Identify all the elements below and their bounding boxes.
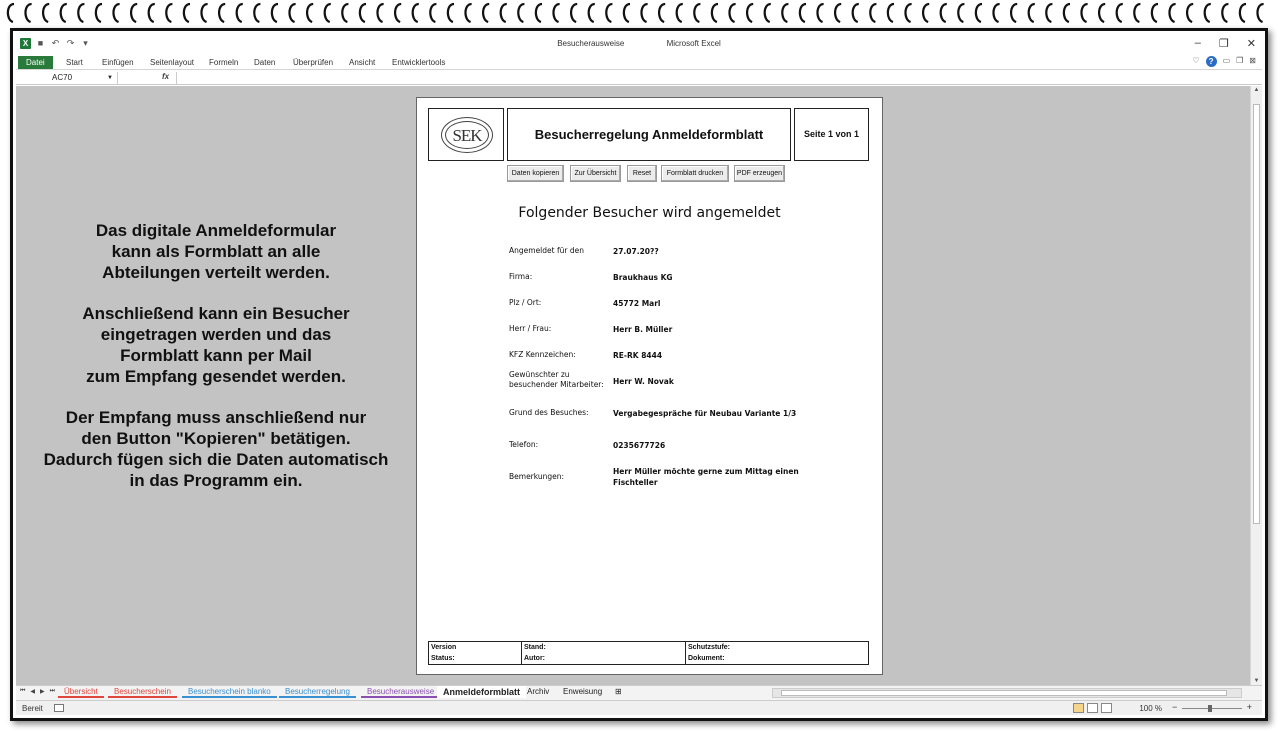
footer-status-label: Status: — [431, 654, 455, 662]
sheet-tab-uebersicht[interactable]: Übersicht — [58, 686, 104, 698]
spiral-ring — [659, 4, 665, 22]
spiral-ring — [1187, 4, 1193, 22]
spiral-ring — [1240, 4, 1246, 22]
spiral-ring — [800, 4, 806, 22]
page-counter: Seite 1 von 1 — [794, 108, 869, 161]
spiral-ring — [360, 4, 366, 22]
last-sheet-icon[interactable]: ⏭ — [49, 688, 56, 694]
spiral-ring — [835, 4, 841, 22]
field-label: Herr / Frau: — [509, 324, 552, 333]
sek-logo-text: SEK — [445, 121, 489, 149]
spiral-ring — [729, 4, 735, 22]
spiral-ring — [536, 4, 542, 22]
spiral-ring — [624, 4, 630, 22]
spiral-ring — [905, 4, 911, 22]
spiral-ring — [677, 4, 683, 22]
page-break-view-icon[interactable] — [1101, 703, 1112, 713]
field-value[interactable]: Braukhaus KG — [613, 273, 673, 282]
spiral-ring — [219, 4, 225, 22]
spiral-ring — [166, 4, 172, 22]
document-title: Besucherausweise — [557, 39, 625, 48]
spiral-ring — [201, 4, 207, 22]
field-value[interactable]: Vergabegespräche für Neubau Variante 1/3 — [613, 409, 797, 418]
spiral-ring — [377, 4, 383, 22]
spiral-ring — [483, 4, 489, 22]
form-heading: Folgender Besucher wird angemeldet — [518, 205, 781, 221]
tab-datei[interactable]: Datei — [18, 56, 53, 69]
vertical-scrollbar[interactable] — [1250, 86, 1262, 685]
info-paragraph-1: Das digitale Anmeldeformular kann als Formblatt an alle Abteilungen verteilt werden. — [95, 221, 337, 282]
spiral-ring — [501, 4, 507, 22]
tab-ueberpruefen[interactable]: Überprüfen — [293, 58, 334, 67]
spiral-ring — [1046, 4, 1052, 22]
spiral-ring — [1011, 4, 1017, 22]
sek-logo — [441, 117, 493, 153]
spiral-ring — [149, 4, 155, 22]
create-pdf-button[interactable]: PDF erzeugen — [734, 165, 785, 182]
info-paragraph-2: Anschließend kann ein Besucher eingetragen werden und das Formblatt kann per Mail zum Empfang gesendet werden. — [82, 304, 350, 386]
name-box[interactable] — [18, 72, 118, 84]
spiral-ring — [78, 4, 84, 22]
field-value[interactable]: Herr B. Müller — [613, 325, 673, 334]
spiral-ring — [976, 4, 982, 22]
field-label: Firma: — [509, 272, 533, 281]
spiral-ring — [1029, 4, 1035, 22]
spiral-ring — [923, 4, 929, 22]
spiral-ring — [465, 4, 471, 22]
window-controls — [1195, 37, 1256, 50]
print-form-button[interactable]: Formblatt drucken — [661, 165, 729, 182]
sheet-tab-besucherregelung[interactable]: Besucherregelung — [279, 686, 356, 698]
info-text — [16, 221, 416, 512]
spiral-ring — [96, 4, 102, 22]
spiral-ring — [1064, 4, 1070, 22]
zoom-in-icon[interactable]: + — [1246, 702, 1252, 712]
ribbon-right-controls — [1192, 56, 1256, 67]
ready-status: Bereit — [22, 704, 43, 713]
tab-seitenlayout[interactable]: Seitenlayout — [150, 58, 195, 67]
spiral-ring — [289, 4, 295, 22]
spiral-ring — [1257, 4, 1263, 22]
sheet-tab-archiv[interactable]: Archiv — [527, 687, 550, 696]
sheet-tab-bar — [16, 685, 1262, 700]
window-title — [16, 39, 1262, 48]
normal-view-icon[interactable] — [1073, 703, 1084, 713]
title-bar — [16, 34, 1262, 54]
workbook-close-icon[interactable]: ⊠ — [1249, 56, 1256, 65]
spiral-ring — [413, 4, 419, 22]
help-icon[interactable]: ? — [1206, 56, 1217, 67]
spiral-ring — [641, 4, 647, 22]
chevron-down-icon[interactable]: ▼ — [107, 75, 113, 81]
spiral-ring — [888, 4, 894, 22]
field-label: KFZ Kennzeichen: — [509, 350, 576, 359]
field-label: Angemeldet für den — [509, 246, 584, 255]
spiral-ring — [817, 4, 823, 22]
field-value[interactable]: 45772 Marl — [613, 299, 661, 308]
footer-version-label: Version — [431, 644, 457, 651]
tab-daten[interactable]: Daten — [254, 58, 276, 67]
undo-icon[interactable]: ↶ — [51, 38, 60, 48]
spiral-ring — [941, 4, 947, 22]
name-box-value: AC70 — [52, 73, 73, 82]
spiral-ring — [1152, 4, 1158, 22]
spiral-ring — [1081, 4, 1087, 22]
field-value[interactable]: RE-RK 8444 — [613, 351, 663, 360]
sheet-tab-anmeldeformblatt[interactable]: Anmeldeformblatt — [437, 686, 526, 698]
first-sheet-icon[interactable]: ⏮ — [20, 688, 26, 694]
workbook-minimize-icon[interactable]: ▭ — [1222, 56, 1231, 65]
footer-stand-label: Stand: — [524, 644, 546, 651]
next-sheet-icon[interactable]: ▶ — [40, 689, 45, 695]
spiral-ring — [1117, 4, 1123, 22]
sheet-navigation — [20, 688, 55, 695]
save-icon[interactable]: ■ — [37, 38, 44, 48]
workbook-restore-icon[interactable]: ❐ — [1236, 56, 1244, 65]
vertical-scroll-thumb[interactable] — [1253, 104, 1260, 524]
insert-sheet-icon[interactable]: ⊞ — [615, 687, 622, 696]
horizontal-scrollbar[interactable] — [772, 688, 1242, 698]
form-title: Besucherregelung Anmeldeformblatt — [507, 108, 791, 161]
spiral-ring — [747, 4, 753, 22]
minimize-ribbon-icon[interactable]: ♡ — [1192, 56, 1200, 65]
spiral-ring — [8, 4, 14, 22]
customize-toolbar-icon[interactable]: ▾ — [83, 38, 88, 48]
field-label: Telefon: — [509, 440, 539, 449]
sheet-tab-besucherausweise[interactable]: Besucherausweise — [361, 686, 440, 698]
zoom-level[interactable]: 100 % — [1139, 704, 1162, 713]
field-label: Bemerkungen: — [509, 472, 565, 481]
form-footer — [428, 641, 869, 665]
tab-ansicht[interactable]: Ansicht — [349, 58, 376, 67]
tab-formeln[interactable]: Formeln — [209, 58, 239, 67]
horizontal-scroll-thumb[interactable] — [781, 690, 1227, 696]
spiral-ring — [712, 4, 718, 22]
footer-schutzstufe-label: Schutzstufe: — [688, 644, 730, 651]
footer-autor-label: Autor: — [524, 654, 545, 662]
page-layout-view-icon[interactable] — [1087, 703, 1098, 713]
spiral-ring — [694, 4, 700, 22]
tab-einfuegen[interactable]: Einfügen — [102, 58, 134, 67]
spiral-ring — [61, 4, 67, 22]
info-paragraph-3: Der Empfang muss anschließend nur den Button "Kopieren" betätigen. Dadurch fügen sich die Daten automatisch in das Programm ein. — [43, 408, 389, 490]
spiral-ring — [184, 4, 190, 22]
spiral-ring — [853, 4, 859, 22]
spiral-ring — [518, 4, 524, 22]
scroll-down-icon[interactable]: ▼ — [1253, 678, 1260, 684]
tab-start[interactable]: Start — [66, 58, 83, 67]
application-title: Microsoft Excel — [666, 39, 721, 48]
logo-box — [428, 108, 504, 161]
spiral-ring — [237, 4, 243, 22]
status-bar — [16, 700, 1262, 715]
zoom-slider[interactable] — [1172, 702, 1252, 712]
sheet-workspace[interactable] — [16, 86, 1250, 685]
footer-cell-schutzstufe — [686, 642, 868, 664]
field-label: Plz / Ort: — [509, 298, 542, 307]
reset-button[interactable]: Reset — [627, 165, 657, 182]
view-buttons — [1073, 703, 1112, 713]
spiral-binding — [0, 0, 1280, 26]
spiral-ring — [342, 4, 348, 22]
spiral-ring — [993, 4, 999, 22]
macro-record-icon[interactable] — [54, 704, 64, 712]
screenshot-frame — [10, 28, 1268, 721]
field-value[interactable]: 27.07.20?? — [613, 247, 659, 256]
spiral-ring — [1205, 4, 1211, 22]
spiral-ring — [1134, 4, 1140, 22]
spiral-ring — [571, 4, 577, 22]
spiral-ring — [870, 4, 876, 22]
spiral-ring — [553, 4, 559, 22]
footer-cell-version — [429, 642, 522, 664]
spiral-ring — [307, 4, 313, 22]
spiral-ring — [958, 4, 964, 22]
copy-data-button[interactable]: Daten kopieren — [507, 165, 564, 182]
minimize-button[interactable]: – — [1194, 37, 1201, 49]
scroll-up-icon[interactable]: ▲ — [1253, 87, 1260, 93]
spiral-ring — [606, 4, 612, 22]
spiral-ring — [448, 4, 454, 22]
spiral-ring — [43, 4, 49, 22]
excel-logo-icon: X — [20, 38, 31, 49]
field-label: Gewünschter zu besuchender Mitarbeiter: — [509, 370, 604, 389]
form-page — [416, 97, 883, 675]
excel-window — [16, 34, 1262, 715]
spiral-ring — [113, 4, 119, 22]
field-value[interactable]: Herr Müller möchte gerne zum Mittag einen Fischteller — [613, 467, 799, 487]
sheet-tab-besucherschein[interactable]: Besucherschein — [108, 686, 177, 698]
field-label: Grund des Besuches: — [509, 408, 589, 417]
spiral-ring — [765, 4, 771, 22]
spiral-ring — [782, 4, 788, 22]
spiral-ring — [25, 4, 31, 22]
tab-entwicklertools[interactable]: Entwicklertools — [392, 58, 446, 67]
field-value[interactable]: 0235677726 — [613, 441, 666, 450]
spiral-ring — [254, 4, 260, 22]
overview-button[interactable]: Zur Übersicht — [570, 165, 621, 182]
spiral-ring — [272, 4, 278, 22]
ribbon-tabs — [16, 54, 1262, 70]
zoom-track — [1182, 708, 1242, 709]
formula-input[interactable] — [176, 72, 1250, 84]
zoom-knob[interactable] — [1208, 705, 1212, 712]
spiral-ring — [325, 4, 331, 22]
zoom-out-icon[interactable]: − — [1172, 702, 1178, 712]
field-value[interactable]: Herr W. Novak — [613, 377, 674, 386]
close-button[interactable]: ✕ — [1246, 38, 1256, 50]
footer-dokument-label: Dokument: — [688, 654, 725, 662]
spiral-ring — [131, 4, 137, 22]
sheet-tab-enweisung[interactable]: Enweisung — [563, 687, 603, 696]
restore-button[interactable]: ❐ — [1218, 38, 1229, 50]
spiral-ring — [1222, 4, 1228, 22]
prev-sheet-icon[interactable]: ◀ — [30, 689, 36, 695]
sheet-tab-besucherschein-blanko[interactable]: Besucherschein blanko — [182, 686, 277, 698]
formula-bar — [16, 71, 1262, 85]
footer-cell-stand — [522, 642, 686, 664]
spiral-ring — [430, 4, 436, 22]
spiral-ring — [1169, 4, 1175, 22]
redo-icon[interactable]: ↷ — [66, 38, 75, 48]
spiral-ring — [1099, 4, 1105, 22]
function-icon[interactable]: fx — [162, 72, 170, 81]
spiral-ring — [395, 4, 401, 22]
spiral-ring — [589, 4, 595, 22]
